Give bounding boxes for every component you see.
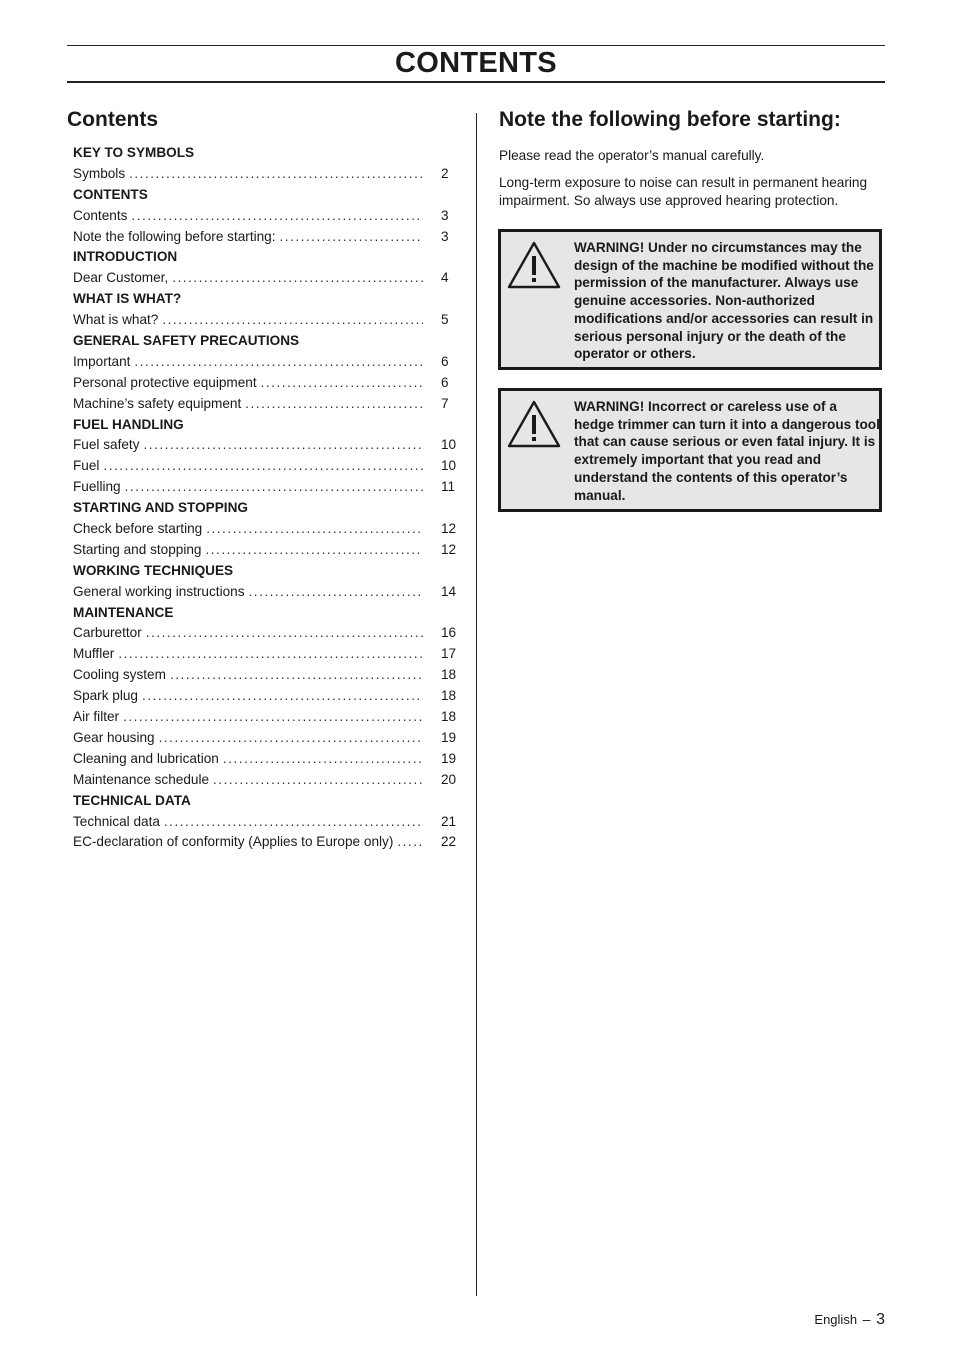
toc-entry-page-number: 2 <box>441 165 449 181</box>
toc-entry[interactable] <box>73 227 459 248</box>
toc-dot-leader <box>142 686 423 707</box>
toc-entry-title: Maintenance schedule <box>73 771 210 787</box>
toc-entry-title: Machine’s safety equipment <box>73 395 242 411</box>
toc-entry-page-number: 10 <box>441 458 457 474</box>
toc-dot-leader <box>280 227 423 248</box>
toc-entry-title: Fuel <box>73 458 100 474</box>
toc-entry[interactable] <box>73 770 459 791</box>
toc-dot-leader <box>223 749 423 770</box>
toc-section-heading: TECHNICAL DATA <box>73 792 191 808</box>
toc-dot-leader <box>123 707 423 728</box>
toc-entry-page-number: 6 <box>441 374 449 390</box>
footer-page-number: 3 <box>876 1311 885 1328</box>
toc-entry[interactable] <box>73 665 459 686</box>
toc-entry-page-number: 14 <box>441 583 457 599</box>
toc-entry[interactable] <box>73 164 459 185</box>
warning-text-modification: WARNING! Under no circumstances may the design of the machine be modified without the permission of the manufacturer. Always use genuine accessories. Non-authorized modifications and/or accessories can result in serious personal injury or the death of the operator or others. <box>574 240 874 362</box>
toc-entry[interactable] <box>73 206 459 227</box>
toc-entry-page-number: 7 <box>441 395 449 411</box>
toc-dot-leader <box>131 206 423 227</box>
toc-entry-title: Check before starting <box>73 521 203 537</box>
toc-dot-leader <box>170 665 423 686</box>
toc-entry-page-number: 21 <box>441 813 457 829</box>
toc-entry-page-number: 17 <box>441 646 457 662</box>
toc-section-heading: WHAT IS WHAT? <box>73 291 182 307</box>
toc-entry[interactable] <box>73 310 459 331</box>
toc-dot-leader <box>249 582 423 603</box>
toc-entry-title: EC-declaration of conformity (Applies to Europe only) <box>73 834 394 850</box>
page-title: CONTENTS <box>395 47 557 79</box>
warning-box-careless-use <box>498 388 882 512</box>
toc-section-heading: MAINTENANCE <box>73 604 174 620</box>
header-rule-bottom <box>67 81 885 83</box>
toc-dot-leader <box>146 623 423 644</box>
toc-dot-leader <box>245 394 423 415</box>
toc-entry-page-number: 19 <box>441 729 457 745</box>
toc-section-heading: KEY TO SYMBOLS <box>73 145 195 160</box>
toc-entry-title: Starting and stopping <box>73 541 202 557</box>
warning-box-modification <box>498 229 882 370</box>
toc-entry-title: Contents <box>73 207 128 223</box>
toc-entry-page-number: 12 <box>441 541 457 557</box>
toc-entry-page-number: 20 <box>441 771 457 787</box>
footer-separator: – <box>862 1311 871 1327</box>
toc-entry-page-number: 11 <box>441 479 456 495</box>
warning-text-careless-use: WARNING! Incorrect or careless use of a hedge trimmer can turn it into a dangerous tool that can cause serious or even fatal injury. It is extremely important that you read and understand the contents of this operator’s manual. <box>574 399 880 503</box>
toc-entry-title: Technical data <box>73 813 160 829</box>
toc-section-heading: CONTENTS <box>73 186 148 202</box>
table-of-contents <box>73 143 459 853</box>
toc-entry-page-number: 19 <box>441 750 457 766</box>
toc-entry-title: Gear housing <box>73 729 155 745</box>
intro-paragraph: Please read the operator’s manual carefully. <box>499 148 765 163</box>
toc-section-heading: GENERAL SAFETY PRECAUTIONS <box>73 333 300 349</box>
toc-entry-page-number: 16 <box>441 625 457 641</box>
toc-entry[interactable] <box>73 582 459 603</box>
toc-entry-title: Carburettor <box>73 625 142 641</box>
warning-triangle-icon <box>506 240 562 290</box>
toc-entry-page-number: 18 <box>441 709 457 725</box>
toc-dot-leader <box>159 728 423 749</box>
toc-section-heading: INTRODUCTION <box>73 249 178 265</box>
toc-entry-title: Important <box>73 353 131 369</box>
toc-dot-leader <box>164 812 423 833</box>
toc-entry-page-number: 3 <box>441 228 449 244</box>
toc-entry-title: Note the following before starting: <box>73 228 276 244</box>
toc-dot-leader <box>213 770 423 791</box>
toc-entry[interactable] <box>73 644 459 665</box>
toc-dot-leader <box>261 373 423 394</box>
note-heading: Note the following before starting: <box>499 108 841 131</box>
toc-dot-leader <box>206 519 423 540</box>
toc-entry-page-number: 3 <box>441 207 449 223</box>
toc-entry-title: General working instructions <box>73 583 245 599</box>
toc-section-heading: FUEL HANDLING <box>73 416 184 432</box>
column-divider <box>476 113 477 1296</box>
toc-entry-title: Personal protective equipment <box>73 374 257 390</box>
toc-dot-leader <box>172 268 423 289</box>
noise-paragraph: Long-term exposure to noise can result in permanent hearing impairment. So always use approved hearing protection. <box>499 175 868 208</box>
page-footer <box>814 1311 885 1329</box>
toc-entry-title: Air filter <box>73 709 120 725</box>
toc-entry-title: Cleaning and lubrication <box>73 750 219 766</box>
toc-entry-title: Fuelling <box>73 479 121 495</box>
toc-entry[interactable] <box>73 352 459 373</box>
warning-triangle-icon <box>506 399 562 449</box>
toc-entry-page-number: 12 <box>441 521 457 537</box>
toc-entry[interactable] <box>73 812 459 833</box>
toc-entry[interactable] <box>73 477 459 498</box>
toc-section-heading: WORKING TECHNIQUES <box>73 562 234 578</box>
toc-entry-title: Spark plug <box>73 688 138 704</box>
toc-entry-page-number: 6 <box>441 353 449 369</box>
toc-section-heading: STARTING AND STOPPING <box>73 500 248 516</box>
toc-entry-page-number: 5 <box>441 312 449 328</box>
toc-dot-leader <box>103 456 423 477</box>
toc-entry[interactable] <box>73 749 459 770</box>
toc-entry-page-number: 18 <box>441 688 457 704</box>
toc-entry[interactable] <box>73 728 459 749</box>
toc-dot-leader <box>397 832 423 853</box>
toc-entry-page-number: 10 <box>441 437 457 453</box>
footer-language: English <box>814 1312 858 1327</box>
toc-dot-leader <box>144 435 424 456</box>
toc-entry[interactable] <box>73 623 459 644</box>
toc-entry[interactable] <box>73 435 459 456</box>
toc-entry-page-number: 4 <box>441 270 449 286</box>
toc-entry[interactable] <box>73 519 459 540</box>
contents-heading: Contents <box>67 108 158 131</box>
toc-entry-title: Muffler <box>73 646 115 662</box>
toc-dot-leader <box>125 477 423 498</box>
toc-entry-title: Symbols <box>73 165 126 181</box>
toc-entry[interactable] <box>73 268 459 289</box>
toc-entry[interactable] <box>73 373 459 394</box>
toc-dot-leader <box>134 352 423 373</box>
toc-dot-leader <box>118 644 423 665</box>
toc-entry-title: What is what? <box>73 312 159 328</box>
toc-entry[interactable] <box>73 686 459 707</box>
toc-dot-leader <box>162 310 423 331</box>
toc-entry-title: Dear Customer, <box>73 270 169 286</box>
toc-entry-title: Fuel safety <box>73 437 140 453</box>
toc-entry[interactable] <box>73 540 459 561</box>
toc-dot-leader <box>205 540 423 561</box>
toc-entry[interactable] <box>73 394 459 415</box>
toc-entry[interactable] <box>73 832 459 853</box>
toc-dot-leader <box>129 164 423 185</box>
toc-entry-page-number: 18 <box>441 667 457 683</box>
toc-entry[interactable] <box>73 456 459 477</box>
toc-entry-title: Cooling system <box>73 667 166 683</box>
toc-entry-page-number: 22 <box>441 834 457 850</box>
toc-entry[interactable] <box>73 707 459 728</box>
